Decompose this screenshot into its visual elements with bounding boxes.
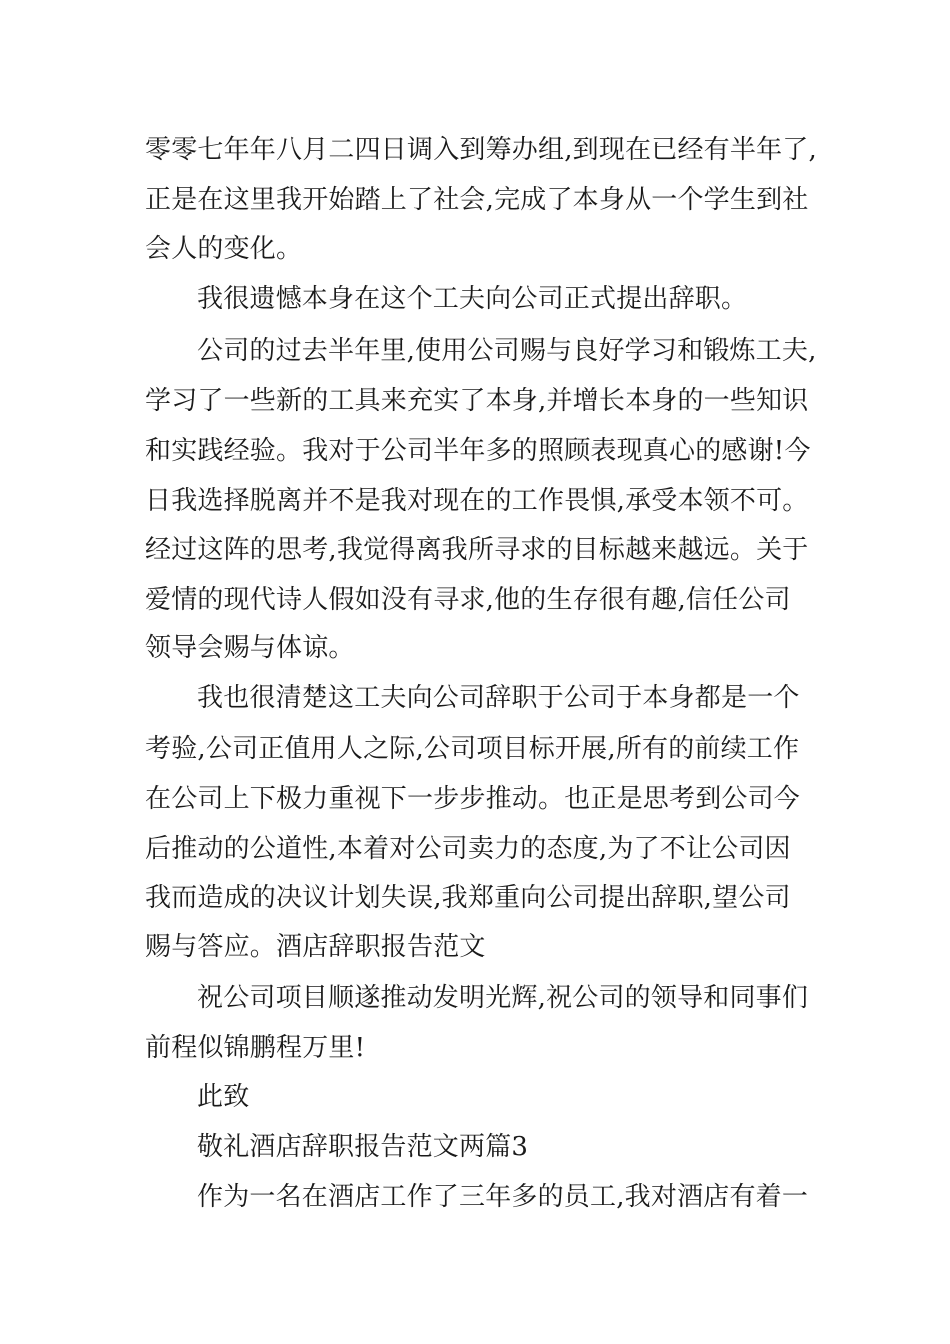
text-line: 学习了一些新的工具来充实了本身,并增长本身的一些知识 [145, 386, 809, 416]
text-line: 日我选择脱离并不是我对现在的工作畏惧,承受本领不可。 [145, 486, 809, 516]
text-line: 正是在这里我开始踏上了社会,完成了本身从一个学生到社 [145, 185, 809, 215]
text-line: 和实践经验。我对于公司半年多的照顾表现真心的感谢!今 [145, 436, 811, 466]
text-line: 赐与答应。酒店辞职报告范文 [145, 932, 486, 962]
text-line: 会人的变化。 [145, 234, 303, 264]
text-line: 在公司上下极力重视下一步步推动。也正是思考到公司今 [145, 784, 801, 814]
text-line: 领导会赐与体谅。 [145, 633, 355, 663]
text-line: 前程似锦鹏程万里! [145, 1033, 366, 1063]
text-line: 经过这阵的思考,我觉得离我所寻求的目标越来越远。关于 [145, 535, 809, 565]
text-line: 后推动的公道性,本着对公司卖力的态度,为了不让公司因 [145, 834, 791, 864]
text-line: 敬礼酒店辞职报告范文两篇3 [197, 1132, 529, 1162]
text-line: 此致 [197, 1082, 250, 1112]
text-line: 我很遗憾本身在这个工夫向公司正式提出辞职。 [197, 284, 748, 314]
text-line: 考验,公司正值用人之际,公司项目标开展,所有的前续工作 [145, 734, 800, 764]
text-line: 我而造成的决议计划失误,我郑重向公司提出辞职,望公司 [145, 883, 791, 913]
text-line: 祝公司项目顺遂推动发明光辉,祝公司的领导和同事们 [197, 983, 809, 1013]
text-line: 爱情的现代诗人假如没有寻求,他的生存很有趣,信任公司 [145, 585, 791, 615]
text-line: 我也很清楚这工夫向公司辞职于公司于本身都是一个 [197, 683, 800, 713]
text-line: 公司的过去半年里,使用公司赐与良好学习和锻炼工夫, [197, 336, 817, 366]
text-line: 作为一名在酒店工作了三年多的员工,我对酒店有着一 [197, 1182, 809, 1212]
text-line: 零零七年年八月二四日调入到筹办组,到现在已经有半年了, [145, 135, 817, 165]
